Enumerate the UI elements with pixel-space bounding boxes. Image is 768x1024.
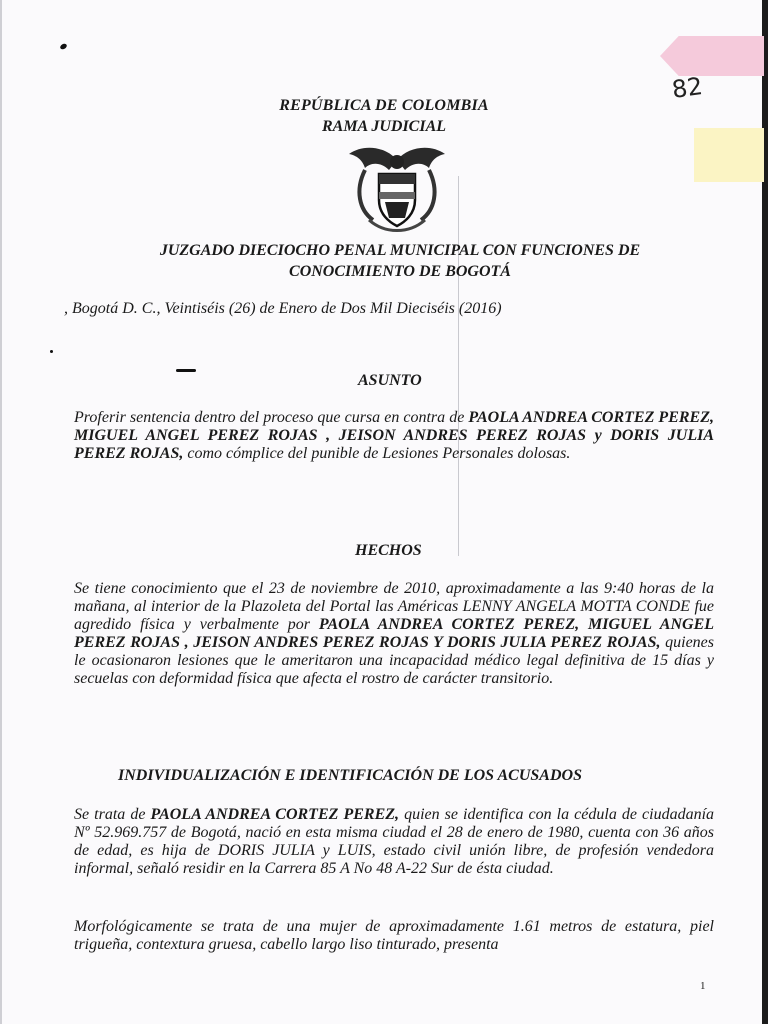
asunto-heading: ASUNTO — [358, 372, 422, 389]
hechos-paragraph — [74, 580, 714, 688]
hechos-defendants: PAOLA ANDREA CORTEZ PEREZ, MIGUEL ANGEL PEREZ ROJAS , JEISON ANDRES PEREZ ROJAS Y DORIS JULIA PEREZ ROJAS, — [74, 616, 715, 651]
court-name: JUZGADO DIECIOCHO PENAL MUNICIPAL CON FUNCIONES DE CONOCIMIENTO DE BOGOTÁ — [159, 242, 641, 280]
hechos-text-1: Se tiene conocimiento que el 23 de noviembre de 2010, aproximadamente a las 9:40 horas de la mañana, al interior de la Plazoleta del Portal las Américas LENNY ANGELA MOTTA CONDE fue agredido física y verbalmente por — [74, 580, 714, 633]
scan-speck — [50, 350, 53, 353]
republic-heading: REPÚBLICA DE COLOMBIA — [279, 97, 489, 114]
date-line: , Bogotá D. C., Veintiséis (26) de Enero de Dos Mil Dieciséis (2016) — [64, 300, 502, 317]
ind-text-1: Se trata de — [74, 806, 151, 823]
scan-left-edge — [0, 0, 2, 1024]
branch-heading: RAMA JUDICIAL — [321, 118, 447, 135]
individualizacion-heading: INDIVIDUALIZACIÓN E IDENTIFICACIÓN DE LOS ACUSADOS — [118, 767, 582, 784]
hechos-heading: HECHOS — [355, 542, 422, 559]
coat-of-arms-emblem — [345, 140, 449, 236]
asunto-defendants: PAOLA ANDREA CORTEZ PEREZ, MIGUEL ANGEL PEREZ ROJAS , JEISON ANDRES PEREZ ROJAS y DORIS JULIA PEREZ ROJAS, — [74, 409, 714, 462]
individualizacion-paragraph-2: Morfológicamente se trata de una mujer de aproximadamente 1.61 metros de estatura, piel trigueña, contextura gruesa, cabello largo liso tinturado, presenta — [74, 918, 714, 953]
ind-text-2: quien se identifica con la cédula de ciudadanía Nº 52.969.757 de Bogotá, nació en esta misma ciudad el 28 de enero de 1980, cuenta con 36 años de edad, es hija de DORIS JULIA y LUIS, estado civil unión libre, de profesión vendedora informal, señaló residir en la Carrera 85 A No 48 A-22 Sur de ésta ciudad. — [74, 806, 715, 877]
pink-sticky-flag — [660, 36, 764, 76]
asunto-paragraph — [74, 409, 714, 463]
handwritten-folio-number: 82 — [670, 72, 705, 104]
scan-speck — [59, 43, 68, 51]
page-number: 1 — [700, 980, 706, 992]
scan-speck — [176, 369, 196, 372]
asunto-text-1: Proferir sentencia dentro del proceso que cursa en contra de — [74, 409, 469, 426]
individualizacion-paragraph-1 — [74, 806, 714, 878]
yellow-sticky-note — [694, 128, 764, 182]
scan-fold-line — [458, 176, 459, 556]
asunto-text-2: como cómplice del punible de Lesiones Personales dolosas. — [183, 445, 571, 462]
ind-defendant-name: PAOLA ANDREA CORTEZ PEREZ, — [150, 806, 400, 823]
hechos-text-2: quienes le ocasionaron lesiones que le ameritaron una incapacidad médico legal definitiva de 15 días y secuelas con deformidad física que afecta el rostro de carácter transitorio. — [74, 634, 715, 687]
